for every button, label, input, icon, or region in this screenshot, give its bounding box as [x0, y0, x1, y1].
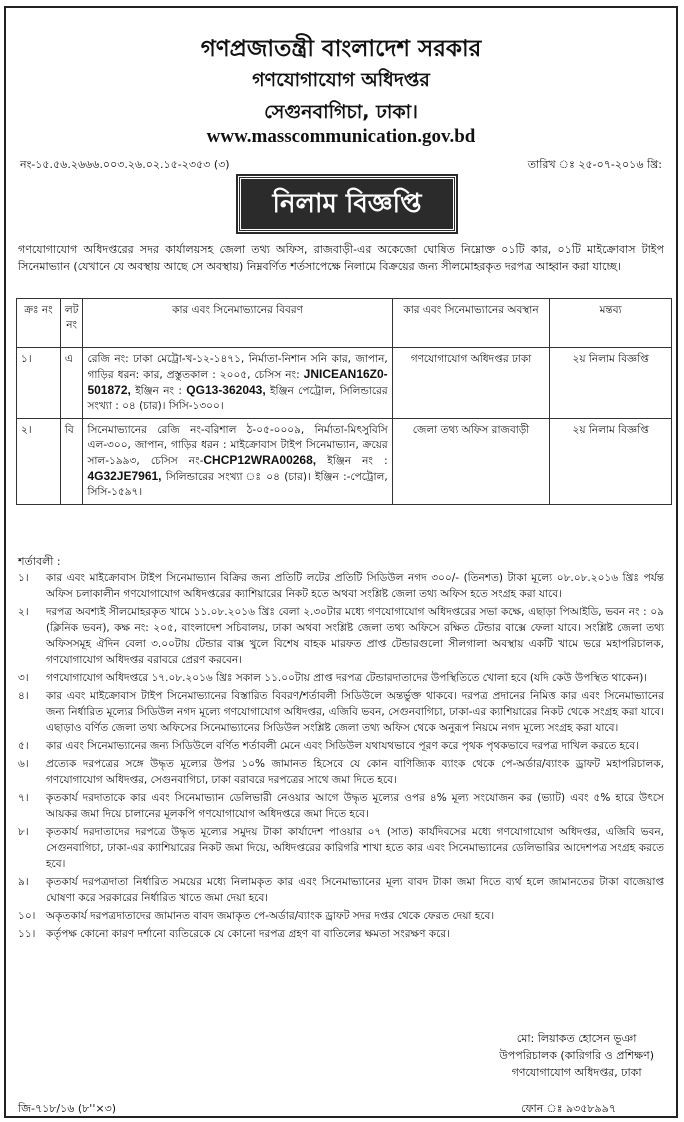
memo-number: নং-১৫.৫৬.২৬৬৬.০০৩.২৬.০২.১৫-২৩৫৩ (৩)	[20, 158, 230, 171]
engine-number: 4G32JE7961,	[87, 469, 162, 483]
table-row	[17, 419, 672, 505]
signatory-name: মো: লিয়াকত হোসেন ভূঞা	[516, 1032, 637, 1045]
list-item: ১১। কর্তৃপক্ষ কোনো কারণ দর্শানো ব্যতিরেকে যে কোনো দরপত্র গ্রহণ বা বাতিলের ক্ষমতা সংরক্ষণ করে।	[18, 928, 450, 940]
address-heading: সেগুনবাগিচা, ঢাকা।	[264, 101, 418, 123]
phone-number: ফোন ঃ ৯৩৫৮৯৯৭	[521, 1102, 616, 1115]
row-remarks: ২য় নিলাম বিজ্ঞপ্তি	[550, 348, 672, 419]
col-header-sl: ক্রঃ নং	[17, 299, 61, 348]
list-item: ৮। কৃতকার্য দরদাতাদের দরপত্রে উদ্ধৃত মূল্যের সমুদয় টাকা কার্যাদেশ পাওয়ার ০৭ (সাত) কার্যদিবসের মধ্যে গণযোগাযোগ অধিদপ্তর, এজিবি ভবন, সেগুনবাগিচা, ঢাকা-এর ক্যাশিয়ারের নিকট জমা দিয়ে, অধিদপ্তরের কারিগরি শাখা হতে কার এবং সিনেমাভ্যানের ডেলিভারির আদেশপত্র সংগ্রহ করতে হবে।	[18, 826, 664, 870]
row-sl: ১।	[17, 348, 61, 419]
list-item: ৪। কার এবং মাইক্রোবাস টাইপ সিনেমাভ্যানের বিস্তারিত বিবরণ/শর্তাবলী সিডিউলে অন্তর্ভুক্ত থাকবে। দরপত্র প্রদানের নিমিত্ত কার এবং সিনেমাভ্যানের জন্য নির্ধারিত মূল্যের সিডিউল নগদ মূল্যে গণযোগাযোগ অধিদপ্তর, এজিবি ভবন, সেগুনবাগিচা, ঢাকা-এর ক্যাশিয়ারের নিকট থেকে সংগ্রহ করা যাবে। এছাড়াও বর্ণিত জেলা তথ্য অফিসের সিনেমাভ্যানের সিডিউল সংশ্লিষ্ট জেলা তথ্য অফিস থেকে অনুরূপ নিয়মে নগদ মূল্যে সংগ্রহ করা যাবে।	[18, 690, 664, 734]
chassis-number: CHCP12WRA00268,	[203, 453, 317, 467]
row-description: সিনেমাভ্যানের রেজি নং-বরিশাল ঠ-০৫-০০০৯, নির্মাতা-মিৎসুবিসি এল-৩০০, জাপান, গাড়ির ধরন : মাইক্রোবাস টাইপ সিনেমাভ্যান, ক্রয়ের সাল-১৯৯৩, চেসিস নং-CHCP12WRA00268, ইঞ্জিন নং : 4G32JE7961, সিলিন্ডারের সংখ্যা ঃ ০৪ (চার)। ইঞ্জিন :-পেট্রোল, সিসি-১৫৯৭।	[83, 419, 392, 505]
table-row	[17, 348, 672, 419]
list-item: ১০। অকৃতকার্য দরপত্রদাতাদের জামানত বাবদ জমাকৃত পে-অর্ডার/ব্যাংক ড্রাফট সদর দপ্তর থেকে ফেরত দেয়া হবে।	[18, 910, 495, 922]
row-location: জেলা তথ্য অফিস রাজবাড়ী	[392, 419, 550, 505]
chassis-number: JNICEAN16Z0-501872,	[87, 367, 388, 397]
signatory-office: গণযোগাযোগ অধিদপ্তর, ঢাকা	[511, 1066, 642, 1079]
col-header-lot: লট নং	[60, 299, 83, 348]
department-heading: গণযোগাযোগ অধিদপ্তর	[252, 69, 430, 91]
website-link[interactable]: www.masscommunication.gov.bd	[206, 126, 476, 147]
list-item: ১। কার এবং মাইক্রোবাস টাইপ সিনেমাভ্যান বিক্রির জন্য প্রতিটি লটের প্রতিটি সিডিউল নগদ ৩০০/- (তিনশত) টাকা মূল্যে ০৮.০৮.২০১৬ খ্রিঃ পর্যন্ত অফিস চলাকালীন গণযোগাযোগ অধিদপ্তরের ক্যাশিয়ারের নিকট হতে অথবা সংশ্লিষ্ট জেলা তথ্য অফিস হতে সংগ্রহ করা যাবে।	[18, 572, 664, 600]
row-remarks: ২য় নিলাম বিজ্ঞপ্তি	[550, 419, 672, 505]
col-header-remarks: মন্তব্য	[550, 299, 672, 348]
col-header-desc: কার এবং সিনেমাভ্যানের বিবরণ	[83, 299, 392, 348]
ad-code: জি-৭১৮/১৬ (৮''×৩)	[18, 1102, 117, 1115]
row-location: গণযোগাযোগ অধিদপ্তর ঢাকা	[392, 348, 550, 419]
conditions-list	[18, 570, 664, 944]
list-item: ৭। কৃতকার্য দরদাতাকে কার এবং সিনেমাভ্যান ডেলিভারী নেওয়ার আগে উদ্ধৃত মূল্যের ওপর ৪% মূল্য সংযোজন কর (ভ্যাট) এবং ৫% হারে উৎসে আয়কর জমা দিয়ে চালানের মূলকপি গণযোগাযোগ অধিদপ্তরে জমা দিতে হবে।	[18, 792, 664, 820]
row-lot: বি	[60, 419, 83, 505]
list-item: ৩। গণযোগাযোগ অধিদপ্তরে ১৭.০৮.২০১৬ খ্রিঃ সকাল ১১.০০টায় প্রাপ্ত দরপত্র টেন্ডারদাতাদের উপস্থিতিতে খোলা হবে (যদি কেউ উপস্থিত থাকেন)।	[18, 672, 648, 684]
row-lot: এ	[60, 348, 83, 419]
gov-heading: গণপ্রজাতন্ত্রী বাংলাদেশ সরকার	[200, 36, 482, 62]
memo-date: তারিখ ঃ ২৫-০৭-২০১৬ খ্রি:	[527, 158, 662, 171]
notice-frame	[4, 6, 678, 1118]
row-sl: ২।	[17, 419, 61, 505]
signatory-designation: উপপরিচালক (কারিগরি ও প্রশিক্ষণ)	[499, 1049, 654, 1062]
intro-paragraph: গণযোগাযোগ অধিদপ্তরের সদর কার্যালয়সহ জেলা তথ্য অফিস, রাজবাড়ী-এর অকেজো ঘোষিত নিম্নোক্ত ০১টি কার, ০১টি মাইক্রোবাস টাইপ সিনেমাভ্যান (যেখানে যে অবস্থায় আছে সে অবস্থায়) নিম্নবর্ণিত শর্তসাপেক্ষে নিলামে বিক্রয়ের জন্য সীলমোহরকৃত দরপত্র আহ্বান করা যাচ্ছে।	[18, 243, 664, 273]
table-header-row	[17, 299, 672, 348]
list-item: ৬। প্রত্যেক দরপত্রের সঙ্গে উদ্ধৃত মূল্যের উপর ১০% জামানত হিসেবে যে কোন বাণিজ্যিক ব্যাংক থেকে পে-অর্ডার/ব্যাংক ড্রাফট মহাপরিচালক, গণযোগাযোগ অধিদপ্তর, সেগুনবাগিচা, ঢাকা বরাবরে দরপত্রের সাথে জমা দিতে হবে।	[18, 758, 664, 786]
list-item: ৯। কৃতকার্য দরপত্রদাতা নির্ধারিত সময়ের মধ্যে নিলামকৃত কার এবং সিনেমাভ্যানের মূল্য বাবদ টাকা জমা দিতে ব্যর্থ হলে জামানতের টাকা বাজেয়াপ্ত ঘোষণা করে সরকারের নির্ধারিত খাতে জমা দেয়া হবে।	[18, 876, 664, 904]
signature-block	[499, 1030, 654, 1081]
list-item: ৫। কার এবং সিনেমাভ্যানের জন্য সিডিউলে বর্ণিত শর্তাবলী মেনে এবং সিডিউল যথাযথভাবে পূরণ করে পৃথক পৃথকভাবে দরপত্র দাখিল করতে হবে।	[18, 740, 639, 752]
row-description: রেজি নং: ঢাকা মেট্রো-খ-১২-১৪৭১, নির্মাতা-নিশান সনি কার, জাপান, গাড়ির ধরন: কার, প্রস্তুতকাল : ২০০৫, চেসিস নং: JNICEAN16Z0-501872, ইঞ্জিন নং : QG13-362043, ইঞ্জিন পেট্রোল, সিলিন্ডারের সংখ্যা : ০৪ (চার)। সিসি-১৩০০।	[83, 348, 392, 419]
notice-title-banner: নিলাম বিজ্ঞপ্তি	[238, 176, 456, 232]
list-item: ২। দরপত্র অবশ্যই সীলমোহরকৃত খামে ১১.০৮.২০১৬ খ্রিঃ বেলা ২.৩০টার মধ্যে গণযোগাযোগ অধিদপ্তরের সভা কক্ষে, এছাড়া পিআইডি, ভবন নং : ০৯ (ক্লিনিক ভবন), কক্ষ নং: ২০৫, বাংলাদেশ সচিবালয়, ঢাকা অথবা সংশ্লিষ্ট জেলা তথ্য অফিসে রক্ষিত টেন্ডার বাক্সে ফেলা যাবে। সংশ্লিষ্ট জেলা তথ্য অফিসসমূহ ঐদিন বেলা ৩.০০টায় টেন্ডার বাক্স খুলে বিশেষ বাহক মারফত প্রাপ্ত টেন্ডারগুলো সীলগালা অবস্থায় একটি খামে ভরে মহাপরিচালক, গণযোগাযোগ অধিদপ্তর বরাবরে প্রেরণ করবেন।	[18, 606, 664, 666]
auction-items-table	[16, 298, 672, 505]
col-header-location: কার এবং সিনেমাভ্যানের অবস্থান	[392, 299, 550, 348]
engine-number: QG13-362043,	[186, 383, 266, 397]
conditions-heading: শর্তাবলী :	[18, 555, 61, 568]
